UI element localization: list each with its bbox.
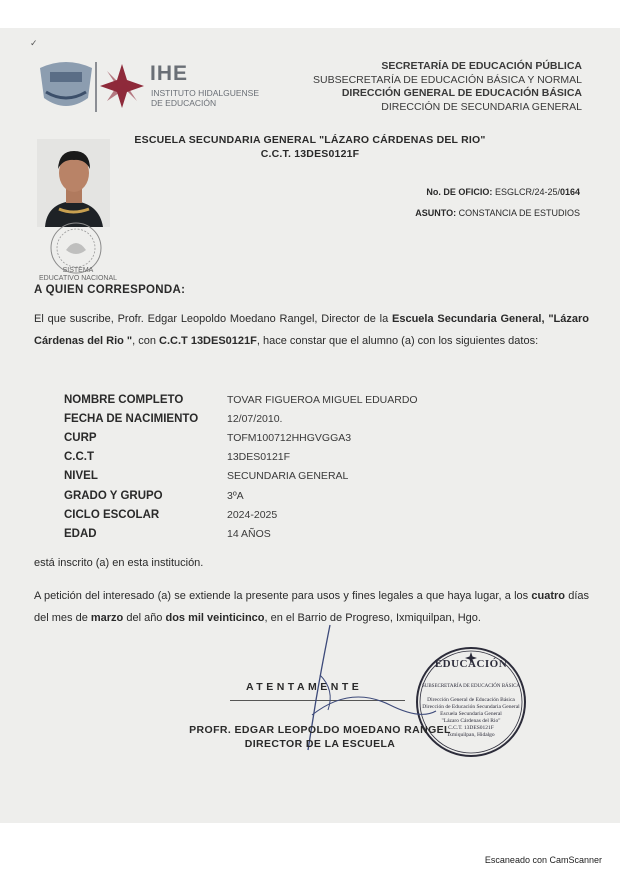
text-run-bold: dos mil veinticinco xyxy=(165,612,265,624)
field-label: GRADO Y GRUPO xyxy=(64,489,163,502)
text-run: del año xyxy=(123,612,166,624)
oficio-subject xyxy=(415,203,580,224)
field-label: NIVEL xyxy=(64,470,98,483)
field-value: 12/07/2010. xyxy=(227,412,283,425)
text-run: , con xyxy=(132,335,160,347)
enrolled-statement: está inscrito (a) en esta institución. xyxy=(34,557,204,569)
ihe-logo-subtitle: INSTITUTO HIDALGUENSE xyxy=(151,88,259,98)
field-value: TOVAR FIGUEROA MIGUEL EDUARDO xyxy=(227,393,418,406)
stamp-line: Dirección General de Educación Básica xyxy=(427,697,515,703)
field-value: 14 AÑOS xyxy=(227,527,271,540)
gov-line-direccion-secundaria: DIRECCIÓN DE SECUNDARIA GENERAL xyxy=(381,100,582,113)
student-photo xyxy=(37,139,110,227)
field-label: NOMBRE COMPLETO xyxy=(64,393,184,406)
stamp-line: Ixmiquilpan, Hidalgo xyxy=(447,732,495,738)
field-label: FECHA DE NACIMIENTO xyxy=(64,412,199,425)
table-row xyxy=(64,486,418,505)
government-header xyxy=(313,60,582,114)
seal-caption-line: SISTEMA xyxy=(62,267,94,274)
school-cct: C.C.T. 13DES0121F xyxy=(260,148,360,160)
stamp-line: Dirección de Educación Secundaria General xyxy=(422,704,520,710)
text-run-bold: Escuela Secundaria General, "Lázaro Cárdenas del Rio " xyxy=(34,313,589,347)
table-row xyxy=(64,428,418,447)
text-run: A petición del interesado (a) se extiende la presente para usos y fines legales a que haya lugar, a los xyxy=(34,590,532,602)
school-name: ESCUELA SECUNDARIA GENERAL "LÁZARO CÁRDENAS DEL RIO" xyxy=(134,134,486,146)
gov-line-direccion-general: DIRECCIÓN GENERAL DE EDUCACIÓN BÁSICA xyxy=(341,87,582,99)
field-value: 3ºA xyxy=(227,489,244,502)
table-row xyxy=(64,524,418,543)
oficio-number-label: No. DE OFICIO: xyxy=(426,187,493,197)
greeting: A QUIEN CORRESPONDA: xyxy=(34,284,186,296)
hidalgo-shield-icon xyxy=(40,62,92,106)
field-value: 13DES0121F xyxy=(227,451,291,464)
ihe-logo-subtitle: DE EDUCACIÓN xyxy=(151,98,217,108)
table-row xyxy=(64,448,418,467)
text-run-bold: marzo xyxy=(90,612,124,624)
field-value: TOFM100712HHGVGGA3 xyxy=(227,431,352,444)
seal-caption xyxy=(38,267,118,283)
text-run: , hace constar que el alumno (a) con los siguientes datos: xyxy=(256,335,539,347)
text-run: , en el Barrio de Progreso, Ixmiquilpan, Hgo. xyxy=(264,612,481,624)
table-row xyxy=(64,390,418,409)
text-run-bold: cuatro xyxy=(531,590,565,602)
text-run: días del mes de xyxy=(34,590,589,624)
table-row xyxy=(64,505,418,524)
stamp-line: C.C.T. 13DES0121F xyxy=(448,725,494,731)
oficio-block xyxy=(415,182,580,224)
check-mark-icon: ✓ xyxy=(30,38,38,48)
scanner-watermark: Escaneado con CamScanner xyxy=(484,855,602,865)
gov-line-sep: SECRETARÍA DE EDUCACIÓN PÚBLICA xyxy=(381,60,582,72)
field-label: EDAD xyxy=(64,527,97,540)
closing-salutation: ATENTAMENTE xyxy=(246,681,363,693)
stamp-title: EDUCACIÓN xyxy=(434,658,508,670)
text-run: El que suscribe, Profr. Edgar Leopoldo Moedano Rangel, Director de la xyxy=(34,313,392,325)
oficio-subject-label: ASUNTO: xyxy=(415,208,457,218)
ihe-star-icon xyxy=(100,64,144,108)
text-run-bold: C.C.T 13DES0121F xyxy=(159,335,257,347)
seal-caption-line: EDUCATIVO NACIONAL xyxy=(38,275,118,282)
ihe-logo xyxy=(36,58,256,116)
signer-title: DIRECTOR DE LA ESCUELA xyxy=(244,738,396,750)
table-row xyxy=(64,467,418,486)
stamp-line: "Lázaro Cárdenas del Rio" xyxy=(441,718,501,724)
field-label: CICLO ESCOLAR xyxy=(64,508,160,521)
oficio-number-value: ESGLCR/24-25/ xyxy=(494,187,560,197)
oficio-number-suffix: 0164 xyxy=(559,187,580,197)
oficio-number xyxy=(415,182,580,203)
student-data-table xyxy=(64,390,418,544)
stamp-line: Escuela Secundaria General xyxy=(440,711,502,717)
intro-paragraph xyxy=(34,308,589,352)
gov-line-subsecretaria: SUBSECRETARÍA DE EDUCACIÓN BÁSICA Y NORMAL xyxy=(313,73,582,86)
ihe-logo-title: IHE xyxy=(150,62,189,85)
table-row xyxy=(64,409,418,428)
stamp-subtitle: SUBSECRETARÍA DE EDUCACIÓN BÁSICA xyxy=(421,684,521,689)
field-value: 2024-2025 xyxy=(227,508,278,521)
oficio-subject-value: CONSTANCIA DE ESTUDIOS xyxy=(458,208,580,218)
signer-name: PROFR. EDGAR LEOPOLDO MOEDANO RANGEL xyxy=(189,724,451,736)
field-value: SECUNDARIA GENERAL xyxy=(227,470,349,483)
field-label: CURP xyxy=(64,431,97,444)
field-label: C.C.T xyxy=(64,451,95,464)
student-portrait-icon xyxy=(37,139,110,227)
